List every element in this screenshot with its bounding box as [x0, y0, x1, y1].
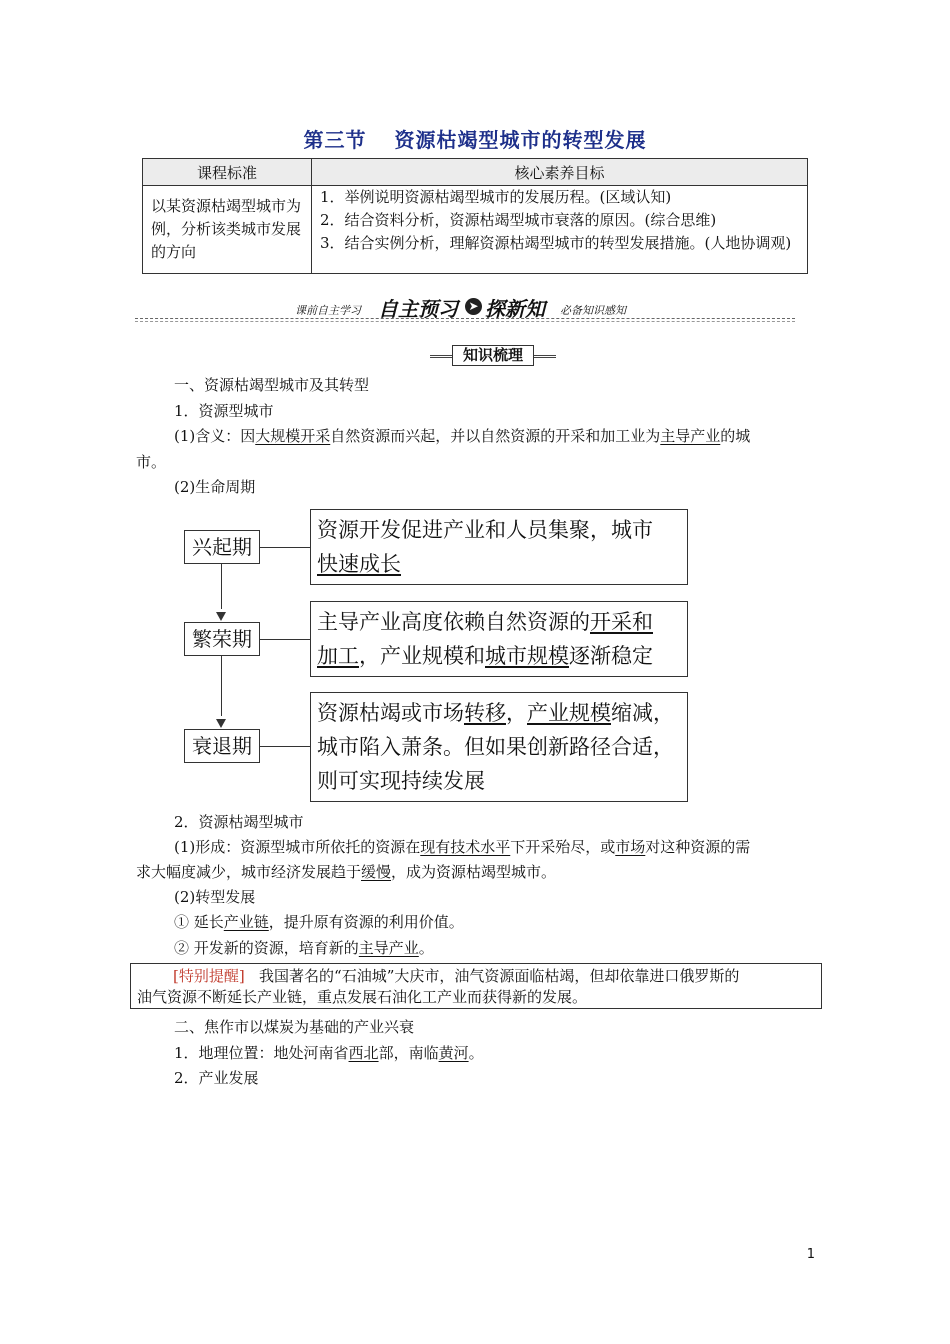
stage-desc-prosperity: 主导产业高度依赖自然资源的开采和 加工，产业规模和城市规模逐渐稳定 — [310, 601, 688, 677]
arrow-down-icon — [216, 612, 226, 621]
reminder-tag: [特别提醒] — [173, 967, 245, 985]
reminder-line-2: 油气资源不断延长产业链，重点发展石油化工产业而获得新的发展。 — [137, 988, 588, 1006]
section-tag-label: 知识梳理 — [452, 345, 534, 366]
subsection-title: 1．资源型城市 — [174, 402, 274, 420]
banner-divider — [135, 318, 795, 319]
reminder-line-1: [特别提醒] 我国著名的“石油城”大庆市，油气资源面临枯竭，但却依靠进口俄罗斯的 — [173, 967, 740, 985]
preview-banner — [135, 296, 795, 322]
answer-blank: 产业链 — [223, 913, 269, 931]
course-standard-cell: 以某资源枯竭型城市为例，分析该类城市发展的方向 — [143, 186, 312, 274]
stage-desc-rise: 资源开发促进产业和人员集聚，城市 快速成长 — [310, 509, 688, 585]
special-reminder-box — [130, 963, 822, 1009]
header-course-standard: 课程标准 — [143, 159, 312, 186]
arrow-circle-icon: ➤ — [465, 298, 482, 315]
table-row — [143, 186, 808, 274]
standards-table — [142, 158, 808, 274]
definition-line-2: 市。 — [136, 453, 167, 471]
transition-item-2: ② 开发新的资源，培育新的主导产业。 — [174, 939, 434, 957]
stage-label-prosperity: 繁荣期 — [184, 622, 260, 656]
banner-main-2: 探新知 — [485, 297, 545, 321]
formation-line-2: 求大幅度减少，城市经济发展趋于缓慢，成为资源枯竭型城市。 — [136, 863, 557, 881]
transition-item-1: ① 延长产业链，提升原有资源的利用价值。 — [174, 913, 464, 931]
answer-blank: 加工 — [317, 644, 359, 668]
answer-blank: 转移 — [464, 701, 506, 725]
header-core-goals: 核心素养目标 — [312, 159, 808, 186]
part1-heading: 一、资源枯竭型城市及其转型 — [174, 376, 370, 394]
answer-blank: 缓慢 — [361, 863, 392, 881]
answer-blank: 开采和 — [590, 610, 653, 634]
section-name: 资源枯竭型城市的转型发展 — [394, 128, 647, 152]
industry-title: 2．产业发展 — [174, 1069, 259, 1087]
table-header-row — [143, 159, 808, 186]
formation-line-1: (1)形成：资源型城市所依托的资源在现有技术水平下开采殆尽，或市场对这种资源的需 — [174, 838, 751, 856]
answer-blank: 大规模开采 — [255, 427, 331, 445]
flow-arrow — [221, 563, 222, 609]
answer-blank: 现有技术水平 — [420, 838, 511, 856]
banner-main-1: 自主预习 — [378, 297, 458, 321]
answer-blank: 黄河 — [438, 1044, 469, 1062]
part2-heading: 二、焦作市以煤炭为基础的产业兴衰 — [174, 1018, 415, 1036]
arrow-down-icon — [216, 719, 226, 728]
banner-left-text: 课前自主学习 — [295, 304, 361, 317]
stage-desc-decline: 资源枯竭或市场转移，产业规模缩减， 城市陷入萧条。但如果创新路径合适， 则可实现持续发展 — [310, 692, 688, 802]
flow-arrow — [221, 655, 222, 716]
answer-blank: 市场 — [615, 838, 646, 856]
page-title — [0, 124, 950, 153]
lifecycle-title: (2)生命周期 — [174, 478, 256, 496]
section-tag — [430, 345, 556, 365]
answer-blank: 西北 — [348, 1044, 379, 1062]
answer-blank: 快速成长 — [317, 552, 401, 576]
answer-blank: 主导产业 — [660, 427, 721, 445]
subsection-title: 2．资源枯竭型城市 — [174, 813, 304, 831]
transition-title: (2)转型发展 — [174, 888, 256, 906]
connector-line — [260, 639, 310, 640]
answer-blank: 主导产业 — [358, 939, 419, 957]
section-number: 第三节 — [303, 128, 367, 152]
goals-cell — [312, 186, 808, 274]
geo-location-line: 1．地理位置：地处河南省西北部，南临黄河。 — [174, 1044, 484, 1062]
connector-line — [260, 746, 310, 747]
connector-line — [260, 547, 310, 548]
goal-item: 2．结合资料分析，资源枯竭型城市衰落的原因。(综合思维) — [320, 211, 717, 229]
page-number: 1 — [806, 1247, 815, 1262]
goal-item: 1．举例说明资源枯竭型城市的发展历程。(区域认知) — [320, 188, 672, 206]
banner-divider — [135, 321, 795, 322]
definition-line-1: (1)含义：因大规模开采自然资源而兴起，并以自然资源的开采和加工业为主导产业的城 — [174, 427, 751, 445]
stage-label-rise: 兴起期 — [184, 530, 260, 564]
goal-item: 3．结合实例分析，理解资源枯竭型城市的转型发展措施。(人地协调观) — [320, 234, 792, 252]
banner-right-text: 必备知识感知 — [560, 304, 626, 317]
stage-label-decline: 衰退期 — [184, 729, 260, 763]
answer-blank: 产业规模 — [527, 701, 611, 725]
answer-blank: 城市规模 — [485, 644, 569, 668]
